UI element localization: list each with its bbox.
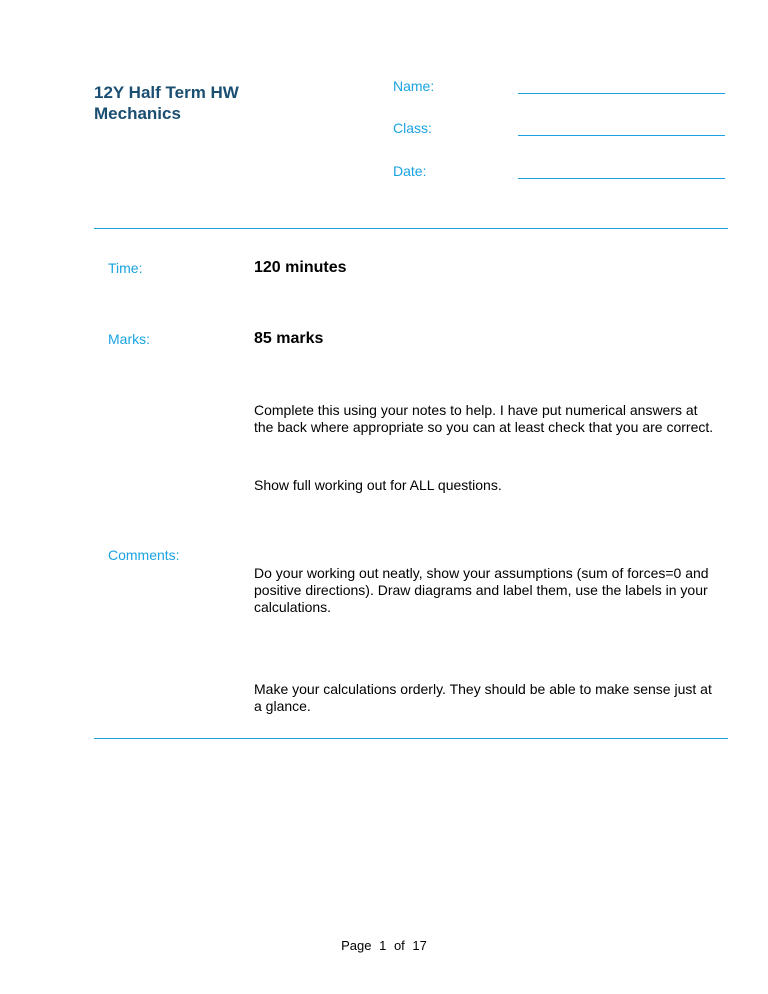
marks-value: 85 marks (254, 330, 324, 347)
time-value: 120 minutes (254, 259, 347, 276)
instruction-neatness: Do your working out neatly, show your assumptions (sum of forces=0 and positive directions). Draw diagrams and label them, use the labels in your calculations. (254, 565, 709, 615)
instruction-working: Show full working out for ALL questions. (254, 477, 502, 493)
bottom-divider (94, 738, 728, 739)
page-word: Page (341, 938, 372, 953)
instruction-notes: Complete this using your notes to help. I have put numerical answers at the back where appropriate so you can at least check that you are correct. (254, 402, 714, 435)
class-label: Class: (393, 120, 432, 136)
page-number: 1 (379, 938, 387, 953)
top-divider (94, 228, 728, 229)
name-label: Name: (393, 78, 435, 94)
page-footer (0, 938, 768, 953)
title-line-2: Mechanics (94, 104, 181, 123)
comments-label: Comments: (108, 547, 180, 563)
of-word: of (393, 938, 405, 953)
time-label: Time: (108, 260, 143, 276)
document-title (94, 82, 239, 124)
date-field-line[interactable] (518, 178, 725, 179)
marks-label: Marks: (108, 331, 150, 347)
class-field-line[interactable] (518, 135, 725, 136)
title-line-1: 12Y Half Term HW (94, 83, 239, 102)
total-pages: 17 (412, 938, 427, 953)
instruction-orderly: Make your calculations orderly. They should be able to make sense just at a glance. (254, 681, 712, 714)
date-label: Date: (393, 163, 427, 179)
name-field-line[interactable] (518, 93, 725, 94)
